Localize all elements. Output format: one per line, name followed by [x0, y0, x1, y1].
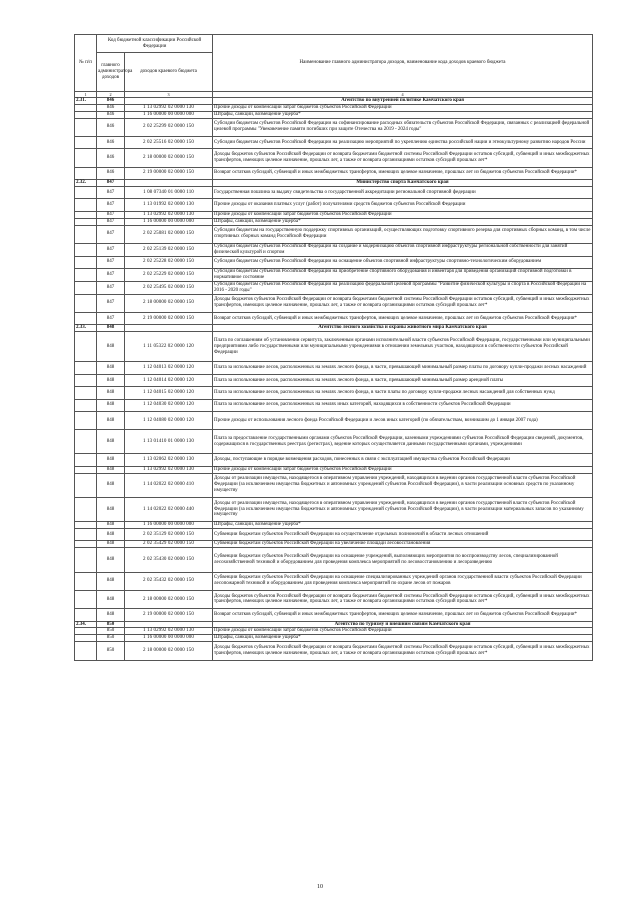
table-row	[75, 362, 593, 374]
budget-code: 1 16 00000 00 0000 000	[125, 218, 213, 225]
row-number	[75, 362, 97, 374]
revenue-name: Штрафы, санкции, возмещение ущерба*	[213, 111, 593, 118]
row-number	[75, 522, 97, 529]
admin-code: 850	[97, 635, 125, 642]
table-row	[75, 218, 593, 225]
row-number	[75, 411, 97, 429]
budget-code: 1 13 02992 02 0000 130	[125, 628, 213, 635]
revenue-name: Штрафы, санкции, возмещение ущерба*	[213, 218, 593, 225]
budget-code: 1 11 05322 02 0000 120	[125, 332, 213, 362]
revenue-name: Прочие доходы от компенсации затрат бюджетов субъектов Российской Федерации	[213, 628, 593, 635]
section-header-row	[75, 325, 593, 332]
revenue-name: Субсидии бюджетам субъектов Российской Федерации на реализацию мероприятий по укреплению единства российской нации и этнокультурному развитию народов России	[213, 137, 593, 149]
table-row	[75, 628, 593, 635]
admin-code: 846	[97, 167, 125, 179]
table-row	[75, 466, 593, 473]
section-title: Агентство по туризму и внешним связям Камчатского края	[213, 621, 593, 628]
row-number	[75, 211, 97, 218]
admin-code: 847	[97, 187, 125, 199]
revenue-name: Субсидии бюджетам на государственную поддержку спортивных организаций, осуществляющих подготовку спортивного резерва для спортивных сборных команд, в том числе спортивных сборных команд Российской Федерации	[213, 225, 593, 243]
admin-code: 846	[97, 111, 125, 118]
table-row	[75, 294, 593, 312]
revenue-name: Плата по соглашениям об установлении сервитута, заключенным органами исполнительной власти субъектов Российской Федерации, государственными или муниципальными предприятиями либо государственными или муниципальными учреждениями в отношении земельных участков, находящихся в собственности субъектов Российской Федерации	[213, 332, 593, 362]
section-number: 2.32.	[75, 180, 97, 187]
revenue-name: Субсидии бюджетам субъектов Российской Федерации на софинансирование расходных обязательств субъектов Российской Федерации, связанных с реализацией федеральной целевой программы "Увековечение памяти погибших при защите Отечества на 2019 - 2024 годы"	[213, 118, 593, 136]
header-name: Наименование главного администратора доходов, наименование кода доходов краевого бюджета	[213, 35, 593, 92]
table-row	[75, 411, 593, 429]
row-number	[75, 399, 97, 411]
budget-code: 2 19 00000 02 0000 150	[125, 313, 213, 325]
section-budget-code	[125, 98, 213, 105]
document-page	[74, 34, 592, 661]
table-header-row	[75, 35, 593, 53]
table-row	[75, 548, 593, 572]
section-number: 2.31.	[75, 98, 97, 105]
table-row	[75, 149, 593, 167]
row-number	[75, 473, 97, 497]
revenue-name: Субвенции бюджетам субъектов Российской Федерации на увеличение площади лесовосстановления	[213, 541, 593, 548]
row-number	[75, 628, 97, 635]
revenue-name: Возврат остатков субсидий, субвенций и иных межбюджетных трансфертов, имеющих целевое назначение, прошлых лет из бюджетов субъектов Российской Федерации*	[213, 167, 593, 179]
revenue-name: Прочие доходы от компенсации затрат бюджетов субъектов Российской Федерации	[213, 104, 593, 111]
table-row	[75, 430, 593, 454]
revenue-name: Субсидии бюджетам субъектов Российской Федерации на оснащение объектов спортивной инфраструктуры спортивно-технологическим оборудованием	[213, 256, 593, 268]
section-title: Министерство спорта Камчатского края	[213, 180, 593, 187]
budget-code: 1 14 02022 02 0000 410	[125, 473, 213, 497]
table-row	[75, 497, 593, 521]
admin-code: 848	[97, 430, 125, 454]
table-row	[75, 473, 593, 497]
page-number: 10	[317, 884, 323, 890]
row-number	[75, 635, 97, 642]
budget-code: 2 02 35432 02 0000 150	[125, 572, 213, 590]
row-number	[75, 218, 97, 225]
revenue-name: Доходы от реализации имущества, находящегося в оперативном управлении учреждений, находящихся в ведении органов государственной власти субъектов Российской Федерации (за исключением имущества бюджетных и автономных учреждений субъектов Российской Федерации), в части реализации основных средств по указанному имуществу	[213, 473, 593, 497]
revenue-codes-table	[74, 34, 593, 661]
budget-code: 1 13 02992 02 0000 130	[125, 466, 213, 473]
admin-code: 848	[97, 529, 125, 541]
revenue-name: Плата за использование лесов, расположенных на землях иных категорий, находящихся в собственности субъектов Российской Федерации	[213, 399, 593, 411]
table-row	[75, 281, 593, 294]
admin-code: 848	[97, 590, 125, 608]
revenue-name: Государственная пошлина за выдачу свидетельства о государственной аккредитации региональной спортивной федерации	[213, 187, 593, 199]
budget-code: 1 16 00000 00 0000 000	[125, 522, 213, 529]
revenue-name: Субсидии бюджетам субъектов Российской Федерации на создание и модернизацию объектов спортивной инфраструктуры региональной собственности для занятий физической культурой и спортом	[213, 243, 593, 256]
row-number	[75, 609, 97, 621]
budget-code: 2 02 25299 02 0000 150	[125, 118, 213, 136]
budget-code: 2 02 35129 02 0000 150	[125, 529, 213, 541]
admin-code: 848	[97, 454, 125, 466]
admin-code: 850	[97, 628, 125, 635]
revenue-name: Плата за использование лесов, расположенных на землях лесного фонда, в части платы по договору купли-продажи лесных насаждений для собственных нужд	[213, 387, 593, 399]
budget-code: 2 02 35430 02 0000 150	[125, 548, 213, 572]
budget-code: 2 02 25228 02 0000 150	[125, 256, 213, 268]
budget-code: 2 18 00000 02 0000 150	[125, 149, 213, 167]
section-budget-code	[125, 180, 213, 187]
admin-code: 848	[97, 332, 125, 362]
table-row	[75, 104, 593, 111]
row-number	[75, 541, 97, 548]
admin-code: 847	[97, 218, 125, 225]
row-number	[75, 430, 97, 454]
revenue-name: Доходы бюджетов субъектов Российской Федерации от возврата бюджетами бюджетной системы Российской Федерации остатков субсидий, субвенций и иных межбюджетных трансфертов, имеющих целевое назначение, прошлых лет, а также от возврата организациями остатков субсидий прошлых лет*	[213, 294, 593, 312]
header-budget: доходов краевого бюджета	[125, 53, 213, 92]
row-number	[75, 387, 97, 399]
revenue-name: Возврат остатков субсидий, субвенций и иных межбюджетных трансфертов, имеющих целевое назначение, прошлых лет из бюджетов субъектов Российской Федерации*	[213, 609, 593, 621]
row-number	[75, 548, 97, 572]
column-number: 4	[213, 92, 593, 98]
table-row	[75, 642, 593, 660]
admin-code: 847	[97, 269, 125, 282]
revenue-name: Возврат остатков субсидий, субвенций и иных межбюджетных трансфертов, имеющих целевое назначение, прошлых лет из бюджетов субъектов Российской Федерации*	[213, 313, 593, 325]
row-number	[75, 256, 97, 268]
revenue-name: Субвенции бюджетам субъектов Российской Федерации на оснащение специализированных учреждений органов государственной власти субъектов Российской Федерации лесопожарной техникой и оборудованием для проведения комплекса мероприятий по охране лесов от пожаров	[213, 572, 593, 590]
budget-code: 2 02 25139 02 0000 150	[125, 243, 213, 256]
revenue-name: Доходы бюджетов субъектов Российской Федерации от возврата бюджетами бюджетной системы Российской Федерации остатков субсидий, субвенций и иных межбюджетных трансфертов, имеющих целевое назначение, прошлых лет, а также от возврата организациями остатков субсидий прошлых лет*	[213, 590, 593, 608]
section-number: 2.34.	[75, 621, 97, 628]
row-number	[75, 167, 97, 179]
budget-code: 1 12 04030 02 0000 120	[125, 399, 213, 411]
admin-code: 847	[97, 313, 125, 325]
budget-code: 2 18 00000 02 0000 150	[125, 642, 213, 660]
table-row	[75, 387, 593, 399]
header-bcc-group: Код бюджетной классификации Российской Федерации	[97, 35, 213, 53]
table-row	[75, 454, 593, 466]
budget-code: 2 02 25495 02 0000 150	[125, 281, 213, 294]
row-number	[75, 269, 97, 282]
budget-code: 1 13 02992 02 0000 130	[125, 211, 213, 218]
budget-code: 1 13 02062 02 0000 130	[125, 454, 213, 466]
admin-code: 848	[97, 548, 125, 572]
table-row	[75, 111, 593, 118]
revenue-name: Штрафы, санкции, возмещение ущерба*	[213, 635, 593, 642]
admin-code: 848	[97, 522, 125, 529]
budget-code: 2 19 00000 02 0000 150	[125, 167, 213, 179]
admin-code: 848	[97, 541, 125, 548]
table-row	[75, 572, 593, 590]
admin-code: 847	[97, 281, 125, 294]
row-number	[75, 118, 97, 136]
row-number	[75, 454, 97, 466]
section-title: Агентство по внутренней политике Камчатского края	[213, 98, 593, 105]
budget-code: 2 18 00000 02 0000 150	[125, 294, 213, 312]
revenue-name: Плата за использование лесов, расположенных на землях лесного фонда, в части, превышающей минимальный размер арендной платы	[213, 374, 593, 386]
section-header-row	[75, 180, 593, 187]
row-number	[75, 590, 97, 608]
revenue-name: Плата за предоставление государственными органами субъектов Российской Федерации, казенными учреждениями субъектов Российской Федерации сведений, документов, содержащихся в государственных реестрах (регистрах), ведение которых осуществляется данными государственными органами, учреждениями	[213, 430, 593, 454]
budget-code: 2 18 00000 02 0000 150	[125, 590, 213, 608]
budget-code: 1 16 00000 00 0000 000	[125, 111, 213, 118]
table-row	[75, 609, 593, 621]
section-header-row	[75, 98, 593, 105]
admin-code: 846	[97, 149, 125, 167]
section-budget-code	[125, 621, 213, 628]
budget-code: 1 13 01410 01 0000 130	[125, 430, 213, 454]
section-admin-code: 850	[97, 621, 125, 628]
table-row	[75, 374, 593, 386]
budget-code: 1 14 02022 02 0000 440	[125, 497, 213, 521]
admin-code: 848	[97, 497, 125, 521]
table-row	[75, 256, 593, 268]
admin-code: 847	[97, 294, 125, 312]
admin-code: 847	[97, 199, 125, 211]
admin-code: 848	[97, 466, 125, 473]
section-admin-code: 846	[97, 98, 125, 105]
budget-code: 1 12 04014 02 0000 120	[125, 374, 213, 386]
budget-code: 1 13 02992 02 0000 130	[125, 104, 213, 111]
budget-code: 1 12 04013 02 0000 120	[125, 362, 213, 374]
table-row	[75, 332, 593, 362]
revenue-name: Прочие доходы от использования лесного фонда Российской Федерации и лесов иных категорий (по обязательствам, возникшим до 1 января 2007 года)	[213, 411, 593, 429]
row-number	[75, 332, 97, 362]
admin-code: 847	[97, 256, 125, 268]
row-number	[75, 529, 97, 541]
revenue-name: Субсидии бюджетам субъектов Российской Федерации на реализацию федеральной целевой программы "Развитие физической культуры и спорта в Российской Федерации на 2016 - 2020 годы"	[213, 281, 593, 294]
section-budget-code	[125, 325, 213, 332]
budget-code: 2 19 00000 02 0000 150	[125, 609, 213, 621]
revenue-name: Прочие доходы от компенсации затрат бюджетов субъектов Российской Федерации	[213, 211, 593, 218]
row-number	[75, 497, 97, 521]
row-number	[75, 243, 97, 256]
table-row	[75, 635, 593, 642]
revenue-name: Доходы от реализации имущества, находящегося в оперативном управлении учреждений, находящихся в ведении органов государственной власти субъектов Российской Федерации (за исключением имущества бюджетных и автономных учреждений субъектов Российской Федерации), в части реализации материальных запасов по указанному имуществу	[213, 497, 593, 521]
row-number	[75, 642, 97, 660]
table-row	[75, 118, 593, 136]
budget-code: 1 12 04080 02 0000 120	[125, 411, 213, 429]
row-number	[75, 294, 97, 312]
section-admin-code: 847	[97, 180, 125, 187]
table-row	[75, 199, 593, 211]
header-number: № п/п	[75, 35, 97, 92]
budget-code: 1 16 00000 00 0000 000	[125, 635, 213, 642]
table-row	[75, 167, 593, 179]
admin-code: 848	[97, 572, 125, 590]
table-row	[75, 225, 593, 243]
admin-code: 848	[97, 387, 125, 399]
section-header-row	[75, 621, 593, 628]
table-row	[75, 243, 593, 256]
budget-code: 1 13 01992 02 0000 130	[125, 199, 213, 211]
table-row	[75, 541, 593, 548]
header-admin: главного администратора доходов	[97, 53, 125, 92]
admin-code: 846	[97, 104, 125, 111]
table-row	[75, 399, 593, 411]
revenue-name: Штрафы, санкции, возмещение ущерба*	[213, 522, 593, 529]
admin-code: 846	[97, 118, 125, 136]
revenue-name: Доходы, поступающие в порядке возмещения расходов, понесенных в связи с эксплуатацией имущества субъектов Российской Федерации	[213, 454, 593, 466]
column-number: 2	[97, 92, 125, 98]
table-body	[75, 98, 593, 661]
budget-code: 1 12 04015 02 0000 120	[125, 387, 213, 399]
table-row	[75, 590, 593, 608]
table-row	[75, 522, 593, 529]
admin-code: 848	[97, 362, 125, 374]
admin-code: 847	[97, 211, 125, 218]
row-number	[75, 149, 97, 167]
revenue-name: Прочие доходы от компенсации затрат бюджетов субъектов Российской Федерации	[213, 466, 593, 473]
revenue-name: Доходы бюджетов субъектов Российской Федерации от возврата бюджетами бюджетной системы Российской Федерации остатков субсидий, субвенций и иных межбюджетных трансфертов, имеющих целевое назначение, прошлых лет, а также от возврата организациями остатков субсидий прошлых лет*	[213, 642, 593, 660]
row-number	[75, 466, 97, 473]
admin-code: 848	[97, 399, 125, 411]
admin-code: 847	[97, 243, 125, 256]
column-number: 1	[75, 92, 97, 98]
section-admin-code: 848	[97, 325, 125, 332]
revenue-name: Субсидии бюджетам субъектов Российской Федерации на приобретение спортивного оборудования и инвентаря для приведения организаций спортивной подготовки в нормативное состояние	[213, 269, 593, 282]
admin-code: 848	[97, 411, 125, 429]
admin-code: 847	[97, 225, 125, 243]
revenue-name: Доходы бюджетов субъектов Российской Федерации от возврата бюджетами бюджетной системы Российской Федерации остатков субсидий, субвенций и иных межбюджетных трансфертов, имеющих целевое назначение, прошлых лет, а также от возврата организациями остатков субсидий прошлых лет*	[213, 149, 593, 167]
table-row	[75, 137, 593, 149]
row-number	[75, 374, 97, 386]
row-number	[75, 199, 97, 211]
admin-code: 848	[97, 473, 125, 497]
row-number	[75, 104, 97, 111]
table-row	[75, 529, 593, 541]
revenue-name: Плата за использование лесов, расположенных на землях лесного фонда, в части, превышающей минимальный размер платы по договору купли-продажи лесных насаждений	[213, 362, 593, 374]
table-row	[75, 211, 593, 218]
table-row	[75, 313, 593, 325]
budget-code: 2 02 25081 02 0000 150	[125, 225, 213, 243]
row-number	[75, 313, 97, 325]
revenue-name: Субвенции бюджетам субъектов Российской Федерации на оснащение учреждений, выполняющих мероприятия по воспроизводству лесов, специализированной лесохозяйственной техникой и оборудованием для проведения комплекса мероприятий по лесовосстановлению и лесоразведению	[213, 548, 593, 572]
revenue-name: Субвенции бюджетам субъектов Российской Федерации на осуществление отдельных полномочий в области лесных отношений	[213, 529, 593, 541]
row-number	[75, 225, 97, 243]
budget-code: 2 02 25229 02 0000 150	[125, 269, 213, 282]
budget-code: 2 02 35429 02 0000 150	[125, 541, 213, 548]
admin-code: 846	[97, 137, 125, 149]
admin-code: 848	[97, 609, 125, 621]
row-number	[75, 187, 97, 199]
admin-code: 850	[97, 642, 125, 660]
admin-code: 848	[97, 374, 125, 386]
column-number: 3	[125, 92, 213, 98]
revenue-name: Прочие доходы от оказания платных услуг (работ) получателями средств бюджетов субъектов Российской Федерации	[213, 199, 593, 211]
budget-code: 2 02 25516 02 0000 150	[125, 137, 213, 149]
table-row	[75, 269, 593, 282]
section-number: 2.33.	[75, 325, 97, 332]
table-row	[75, 187, 593, 199]
row-number	[75, 572, 97, 590]
row-number	[75, 137, 97, 149]
section-title: Агентство лесного хозяйства и охраны животного мира Камчатского края	[213, 325, 593, 332]
budget-code: 1 08 07340 01 0000 110	[125, 187, 213, 199]
row-number	[75, 111, 97, 118]
row-number	[75, 281, 97, 294]
